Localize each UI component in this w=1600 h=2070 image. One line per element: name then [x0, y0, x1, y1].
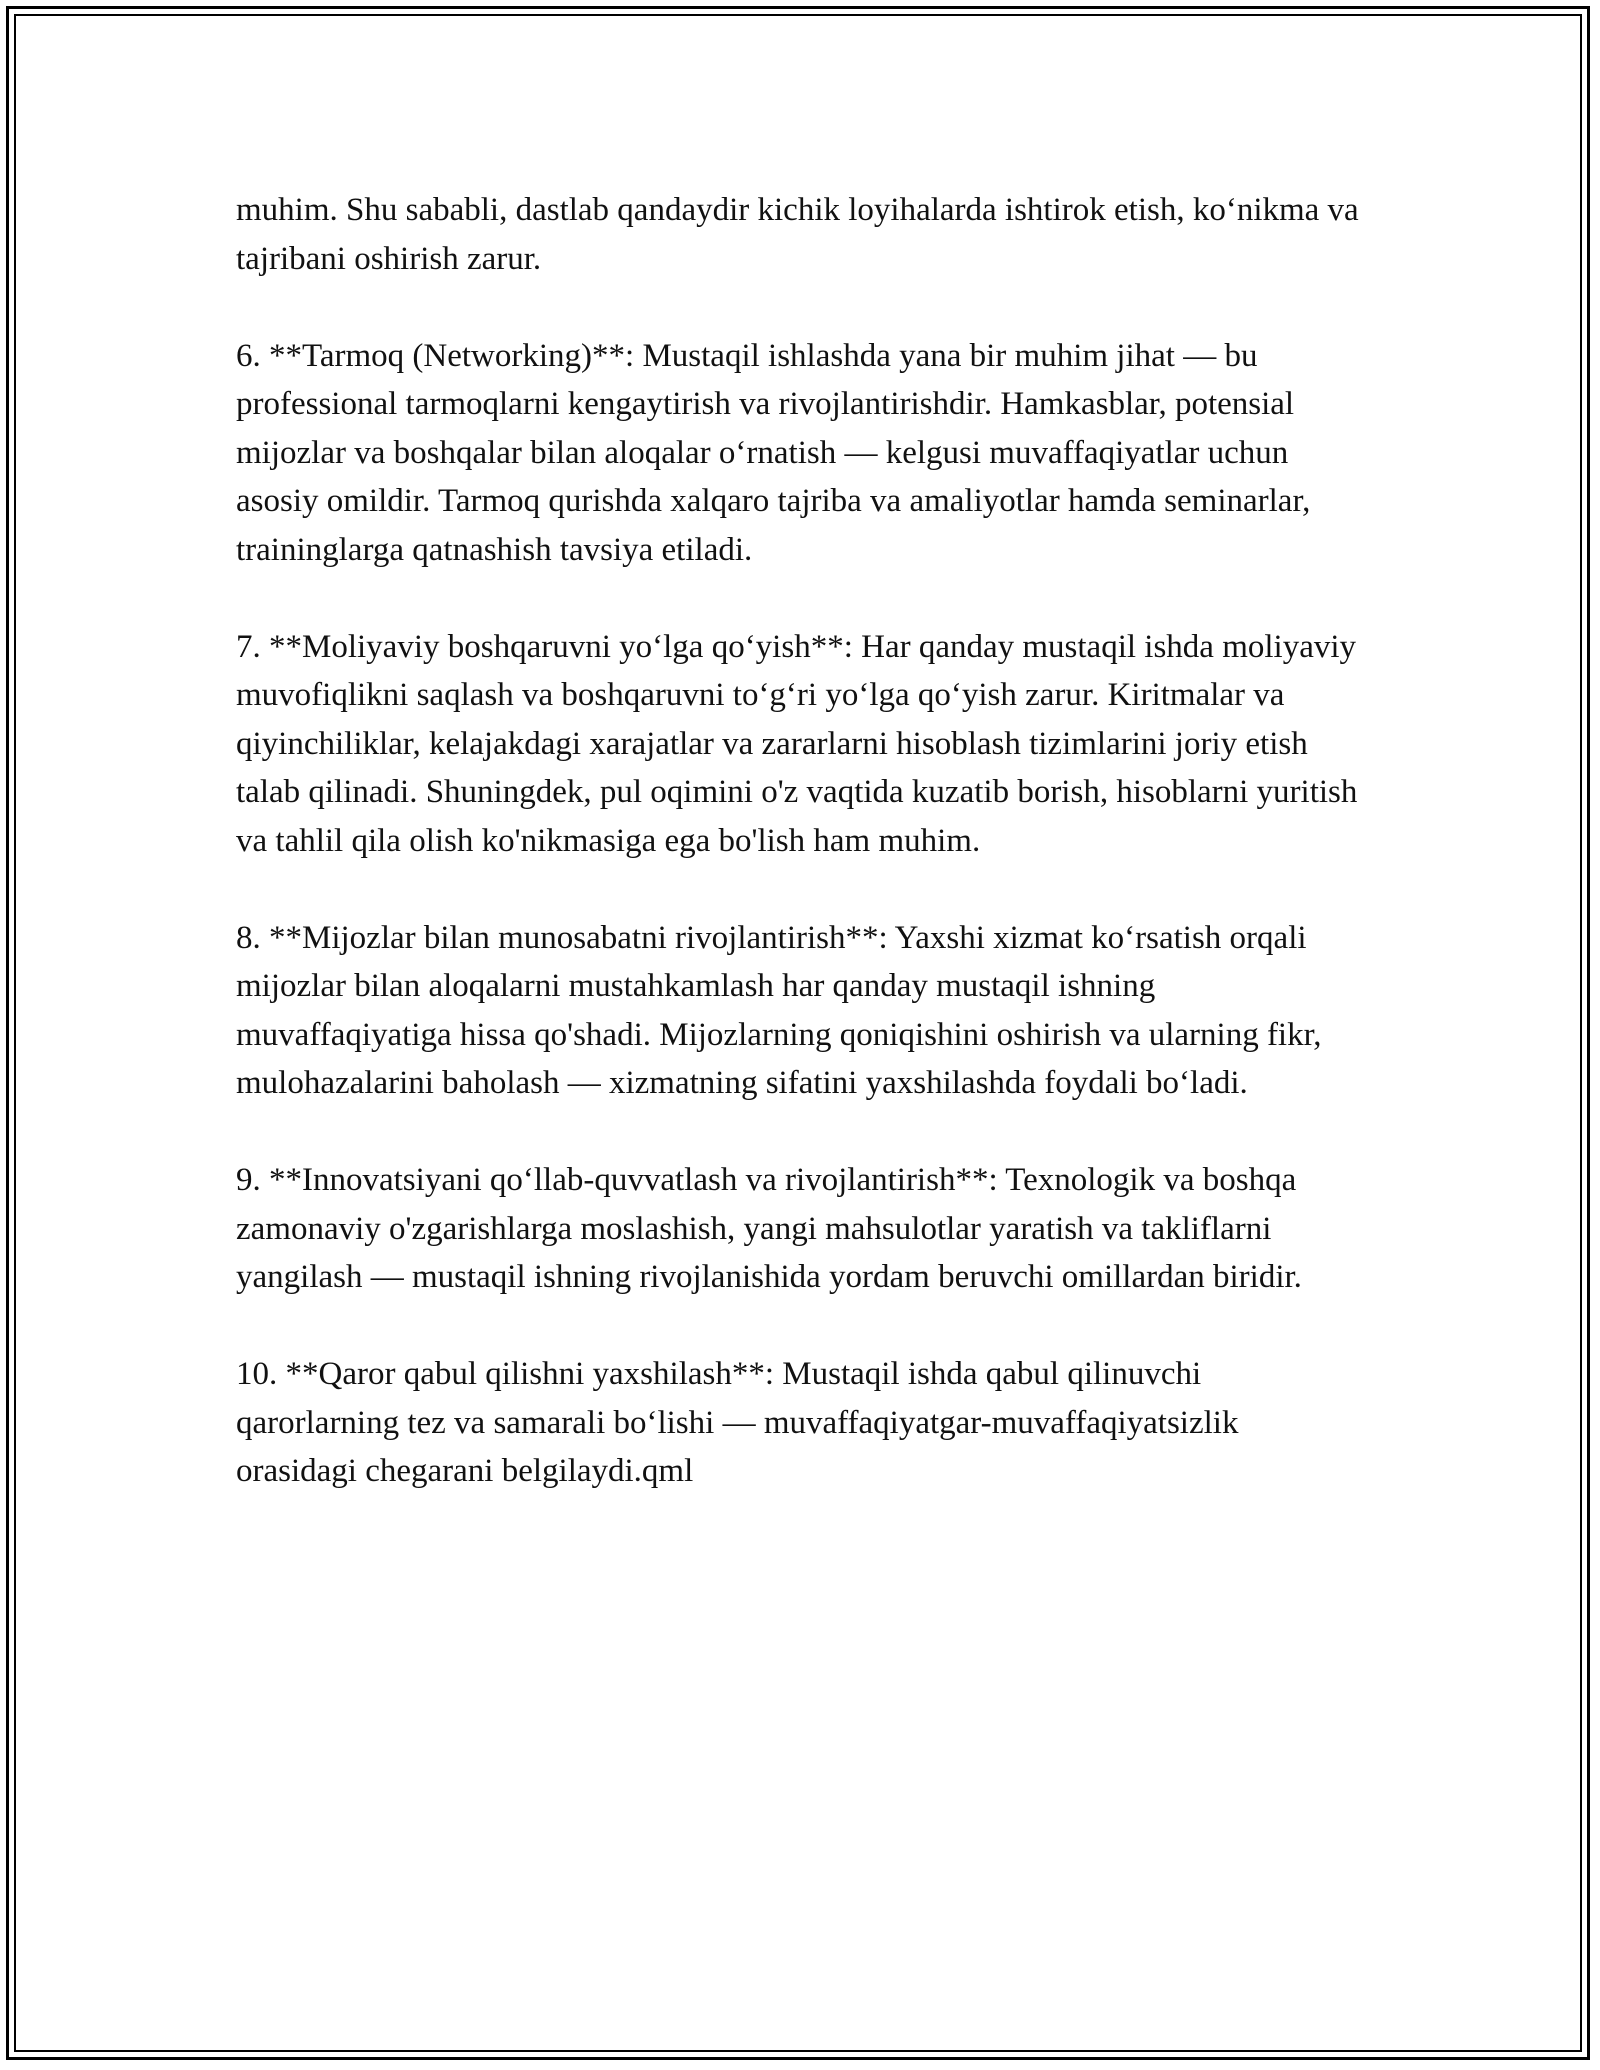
paragraph-networking: 6. **Tarmoq (Networking)**: Mustaqil ishlashda yana bir muhim jihat — bu professional tarmoqlarni kengaytirish va rivojlantirishdir. Hamkasblar, potensial mijozlar va boshqalar bilan aloqalar o‘rnatish — kelgusi muvaffaqiyatlar uchun asosiy omildir. Tarmoq qurishda xalqaro tajriba va amaliyotlar hamda seminarlar, traininglarga qatnashish tavsiya etiladi.	[236, 337, 1311, 568]
paragraph-intro: muhim. Shu sababli, dastlab qandaydir kichik loyihalarda ishtirok etish, ko‘nikma va tajribani oshirish zarur.	[236, 192, 1359, 277]
paragraph-innovation: 9. **Innovatsiyani qo‘llab-quvvatlash va rivojlantirish**: Texnologik va boshqa zamonaviy o'zgarishlarga moslashish, yangi mahsulotlar yaratish va takliflarni yangilash — mustaqil ishning rivojlanishida yordam beruvchi omillardan biridir.	[236, 1162, 1302, 1295]
paragraph-financial-management: 7. **Moliyaviy boshqaruvni yo‘lga qo‘yish**: Har qanday mustaqil ishda moliyaviy muvofiqlikni saqlash va boshqaruvni to‘g‘ri yo‘lga qo‘yish zarur. Kiritmalar va qiyinchiliklar, kelajakdagi xarajatlar va zararlarni hisoblash tizimlarini joriy etish talab qilinadi. Shuningdek, pul oqimini o'z vaqtida kuzatib borish, hisoblarni yuritish va tahlil qila olish ko'nikmasiga ega bo'lish ham muhim.	[236, 628, 1358, 859]
document-body	[236, 186, 1366, 1496]
paragraph-decision-making: 10. **Qaror qabul qilishni yaxshilash**: Mustaqil ishda qabul qilinuvchi qarorlarning tez va samarali bo‘lishi — muvaffaqiyatgar-muvaffaqiyatsizlik orasidagi chegarani belgilaydi.qml	[236, 1356, 1239, 1489]
paragraph-client-relations: 8. **Mijozlar bilan munosabatni rivojlantirish**: Yaxshi xizmat ko‘rsatish orqali mijozlar bilan aloqalarni mustahkamlash har qanday mustaqil ishning muvaffaqiyatiga hissa qo'shadi. Mijozlarning qoniqishini oshirish va ularning fikr, mulohazalarini baholash — xizmatning sifatini yaxshilashda foydali bo‘ladi.	[236, 919, 1322, 1101]
